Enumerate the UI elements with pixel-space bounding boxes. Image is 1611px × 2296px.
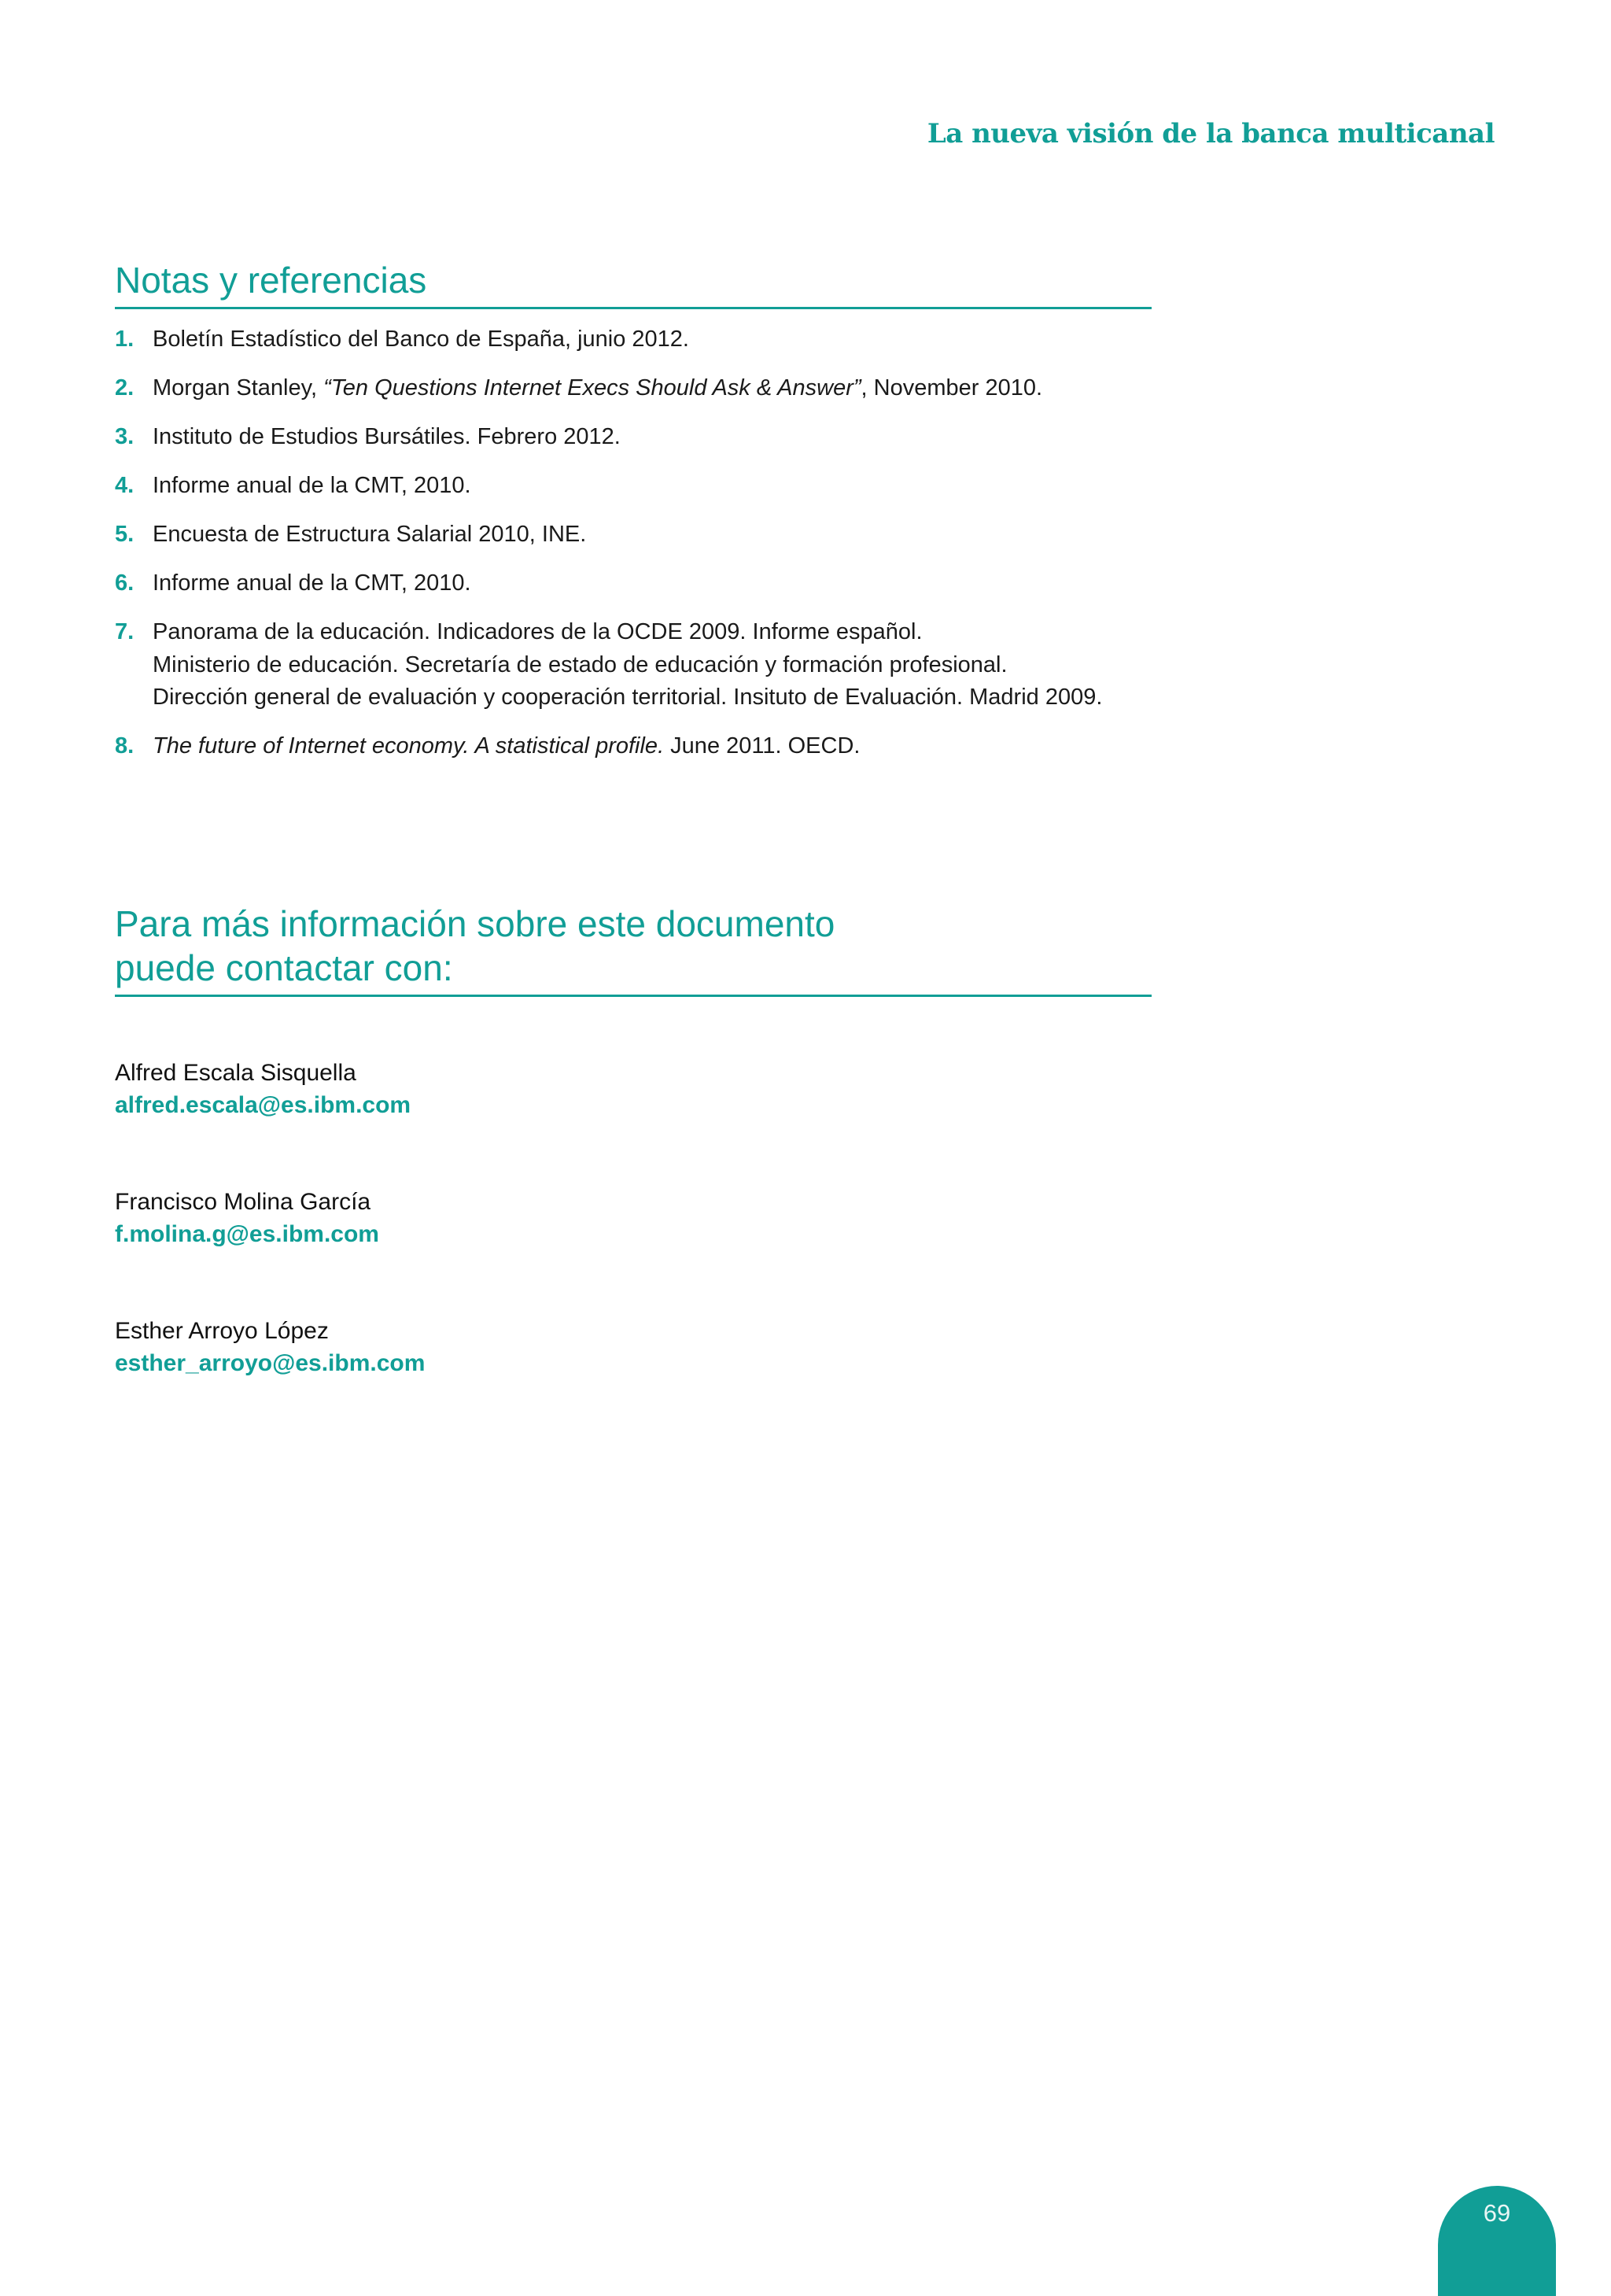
contact-card <box>115 1186 1152 1250</box>
note-text: Boletín Estadístico del Banco de España, junio 2012. <box>153 327 689 352</box>
note-number: 7. <box>115 619 135 644</box>
contact-section <box>115 902 1152 1444</box>
note-text: Instituto de Estudios Bursátiles. Febrero 2012. <box>153 424 621 449</box>
notes-section <box>115 258 1152 779</box>
note-item <box>115 372 1152 405</box>
contact-name: Francisco Molina García <box>115 1189 371 1215</box>
contact-name: Alfred Escala Sisquella <box>115 1060 356 1086</box>
note-text: Encuesta de Estructura Salarial 2010, INE. <box>153 522 587 547</box>
note-number: 8. <box>115 733 135 759</box>
note-text: The future of Internet economy. A statistical profile. June 2011. OECD. <box>153 733 861 759</box>
notes-list <box>115 323 1152 763</box>
contact-title: Para más información sobre este documento puede contactar con: <box>115 902 1152 997</box>
page-number-tab <box>1438 2186 1556 2296</box>
contact-email-link[interactable]: f.molina.g@es.ibm.com <box>115 1221 379 1247</box>
contact-email-link[interactable]: esther_arroyo@es.ibm.com <box>115 1350 426 1376</box>
note-item <box>115 730 1152 763</box>
note-number: 1. <box>115 327 135 352</box>
contact-card <box>115 1315 1152 1379</box>
note-item <box>115 421 1152 454</box>
contact-email-link[interactable]: alfred.escala@es.ibm.com <box>115 1092 411 1118</box>
note-text: Panorama de la educación. Indicadores de la OCDE 2009. Informe español. Ministerio de educación. Secretaría de estado de educación y formación profesional. Dirección general de evaluación y cooperación territorial. Insituto de Evaluación. Madrid 2009. <box>153 619 1103 710</box>
note-number: 6. <box>115 570 135 596</box>
page-number: 69 <box>1483 2199 1511 2227</box>
note-text: Informe anual de la CMT, 2010. <box>153 473 471 498</box>
running-header: La nueva visión de la banca multicanal <box>927 118 1495 149</box>
note-number: 2. <box>115 375 135 401</box>
note-item <box>115 470 1152 503</box>
note-item <box>115 616 1152 714</box>
note-text: Informe anual de la CMT, 2010. <box>153 570 471 596</box>
contact-name: Esther Arroyo López <box>115 1318 329 1344</box>
note-item <box>115 323 1152 356</box>
note-number: 3. <box>115 424 135 449</box>
note-number: 4. <box>115 473 135 498</box>
note-text: Morgan Stanley, “Ten Questions Internet Execs Should Ask & Answer”, November 2010. <box>153 375 1043 401</box>
note-item <box>115 567 1152 600</box>
note-number: 5. <box>115 522 135 547</box>
note-item <box>115 519 1152 552</box>
contact-list <box>115 1057 1152 1379</box>
notes-title: Notas y referencias <box>115 258 1152 309</box>
contact-card <box>115 1057 1152 1121</box>
